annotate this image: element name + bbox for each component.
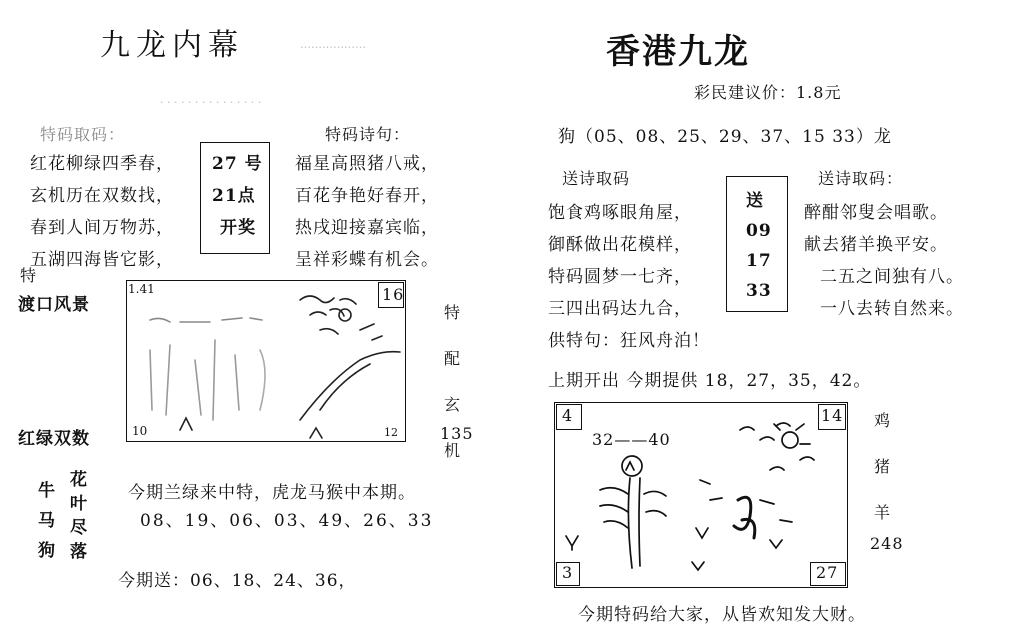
left-poem-line: 呈祥彩蝶有机会。 [295, 250, 439, 270]
left-poem-line: 福星高照猪八戒， [295, 154, 439, 174]
flower-char: 落 [70, 542, 88, 562]
send-number: 33 [746, 281, 772, 301]
left-poem-header-right: 特码诗句： [325, 125, 411, 144]
send-number: 17 [746, 251, 772, 271]
left-line3: 今期送：06、18、24、36， [118, 571, 357, 591]
side-char: 特 [443, 303, 460, 322]
left-title: 九龙内幕 [100, 28, 244, 63]
right-box-corner-tr: 14 [821, 406, 844, 425]
left-poem-line: 春到人间万物苏， [30, 218, 174, 238]
right-side-vertical [870, 398, 894, 536]
right-poem-line: 二五之间独有八。 [820, 267, 964, 287]
right-poem-line: 特码圆梦一七齐， [548, 267, 692, 287]
left-box-corner-tr: 16 [382, 285, 405, 304]
send-number: 09 [746, 221, 772, 241]
side-char: 配 [443, 349, 460, 368]
left-poem-header-left: 特码取码： [40, 125, 126, 144]
right-box-inner-label: 32——40 [592, 430, 671, 449]
left-poem-line: 五湖四海皆它影， [30, 250, 174, 270]
send-header-left: 送诗取码 [562, 169, 631, 188]
side-char: 猪 [873, 457, 890, 476]
right-footer: 今期特码给大家，从皆欢知发大财。 [578, 605, 866, 625]
left-poem-line: 热戌迎接嘉宾临， [295, 218, 439, 238]
send-header-right: 送诗取码： [818, 169, 904, 188]
flower-char: 叶 [70, 494, 88, 514]
left-side-number: 135 [440, 424, 474, 443]
side-char: 鸡 [873, 411, 890, 430]
price-line: 彩民建议价：1.8元 [694, 83, 842, 102]
animal-char: 牛 [38, 481, 56, 501]
last-period-line: 上期开出 今期提供 18，27，35，42。 [548, 371, 872, 391]
send-label: 送 [746, 191, 764, 211]
scene-label: 渡口风景 [18, 295, 90, 315]
draw-number: 27 号 [212, 154, 263, 174]
side-char: 羊 [873, 503, 890, 522]
left-faint-line: · · · · · · · · · · · · · · · [160, 96, 262, 109]
left-line1: 今期兰绿来中特，虎龙马猴中本期。 [128, 483, 416, 503]
flower-char: 花 [70, 470, 88, 490]
right-box-corner-br: 27 [816, 563, 839, 582]
animal-char: 马 [38, 511, 56, 531]
left-poem-line: 百花争艳好春开， [295, 186, 439, 206]
left-poem-line: 玄机历在双数找， [30, 186, 174, 206]
right-poem-line: 饱食鸡啄眼角屋， [548, 203, 692, 223]
right-poem-line: 醉酣邻叟会唱歌。 [804, 203, 948, 223]
left-box-corner-br: 12 [384, 426, 398, 439]
right-poem-line: 献去猪羊换平安。 [804, 235, 948, 255]
right-box-corner-tl: 4 [562, 406, 574, 425]
right-poem-line: 一八去转自然来。 [820, 299, 964, 319]
left-te-char: 特 [20, 266, 38, 285]
side-char: 机 [443, 441, 460, 460]
right-poem-line: 御酥做出花模样， [548, 235, 692, 255]
left-box-corner-bl: 10 [132, 424, 148, 438]
left-poem-line: 红花柳绿四季春， [30, 154, 174, 174]
right-side-number: 248 [870, 534, 904, 553]
right-box-corner-bl: 3 [562, 563, 574, 582]
animal-char: 狗 [38, 541, 56, 561]
dog-dragon-line: 狗（05、08、25、29、37、15 33）龙 [558, 127, 892, 147]
left-line2: 08、19、06、03、49、26、33 [140, 511, 434, 531]
draw-time: 21点 [212, 186, 256, 206]
draw-label: 开奖 [220, 218, 256, 238]
right-title: 香港九龙 [606, 32, 750, 72]
left-box-corner-tl: 1.41 [128, 282, 155, 296]
special-line: 供特句：狂风舟泊！ [548, 331, 710, 351]
right-poem-line: 三四出码达九合， [548, 299, 692, 319]
red-green-label: 红绿双数 [18, 429, 90, 449]
side-char: 玄 [443, 395, 460, 414]
flower-char: 尽 [70, 518, 88, 538]
left-faint-subtitle: ……………… [300, 38, 366, 51]
